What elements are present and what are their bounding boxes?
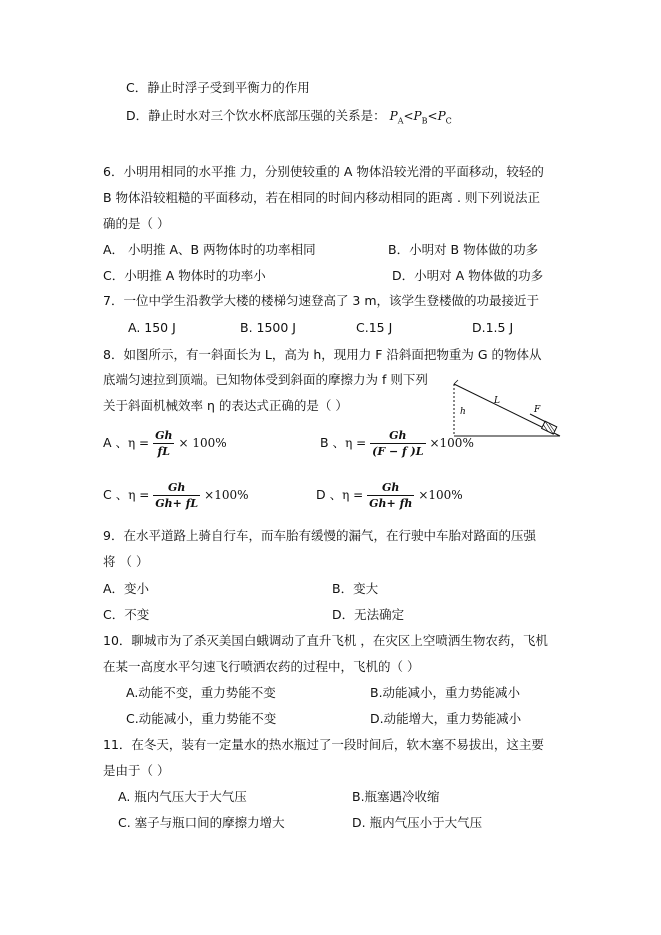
q6-option-b: B．小明对 B 物体做的功多 [388,242,539,257]
q11-option-a: A. 瓶内气压大于大气压 [118,789,247,804]
force-label: F [534,405,541,415]
q6-stem-line2: B 物体沿较粗糙的平面移动，若在相同的时间内移动相同的距离 . 则下列说法正 [103,190,540,205]
q10-stem-line1: 10．聊城市为了杀灭美国白蛾调动了直升飞机 ，在灾区上空喷洒生物农药，飞机 [103,633,548,648]
q10-option-d: D.动能增大，重力势能减小 [370,711,522,726]
q6-option-a: A． 小明推 A、B 两物体时的功率相同 [103,242,316,257]
height-label: h [460,407,466,417]
q8-stem-line1: 8．如图所示，有一斜面长为 L，高为 h，现用力 F 沿斜面把物重为 G 的物体从 [103,347,542,362]
q7-stem: 7．一位中学生沿教学大楼的楼梯匀速登高了 3 m，该学生登楼做的功最接近于 [103,293,540,308]
length-label: L [494,396,500,406]
q11-option-b: B.瓶塞遇冷收缩 [352,789,440,804]
q11-option-c: C. 塞子与瓶口间的摩擦力增大 [118,815,285,830]
q5-option-d [126,108,452,129]
q8-option-c: C 、η = $\frac{Gh}{Gh+ fL}$ ×100% [103,481,249,510]
q6-option-c: C．小明推 A 物体时的功率小 [103,268,266,283]
q11-stem-line1: 11．在冬天，装有一定量水的热水瓶过了一段时间后，软木塞不易拔出，这主要 [103,737,544,752]
q7-option-d: D.1.5 J [472,320,514,335]
force-arrow [530,414,546,422]
q10-option-b: B.动能减小，重力势能减小 [370,685,521,700]
q7-option-c: C.15 J [356,320,393,335]
q8-stem-line3: 关于斜面机械效率 η 的表达式正确的是（ ） [103,398,348,413]
q9-option-a: A．变小 [103,581,150,596]
incline-block [542,421,557,434]
q10-option-c: C.动能减小，重力势能不变 [126,711,277,726]
q10-option-a: A.动能不变，重力势能不变 [126,685,276,700]
q8-option-b: B 、η = $\frac{Gh}{(F - f )L}$ ×100% [320,429,474,458]
q8-option-b-fraction: $\frac{Gh}{(F - f )L}$ [372,429,424,458]
q8-option-d: D 、η = $\frac{Gh}{Gh+ fh}$ ×100% [316,481,463,510]
q10-stem-line2: 在某一高度水平匀速飞行喷洒农药的过程中，飞机的（ ） [103,659,420,674]
q8-stem-line2: 底端匀速拉到顶端。已知物体受到斜面的摩擦力为 f 则下列 [103,372,428,387]
q5-option-c: C．静止时浮子受到平衡力的作用 [126,80,310,95]
q9-stem-line2: 将 （ ） [103,554,149,569]
q8-option-a-fraction: $\frac{Gh}{fL}$ [155,429,173,458]
q9-option-b: B．变大 [332,581,379,596]
incline-top-mark [454,380,458,384]
q11-stem-line2: 是由于（ ） [103,763,170,778]
q9-stem-line1: 9．在水平道路上骑自行车，而车胎有缓慢的漏气，在行驶中车胎对路面的压强 [103,528,536,543]
q9-option-d: D．无法确定 [332,607,405,622]
q8-option-a: A 、η = $\frac{Gh}{fL}$ × 100% [103,429,227,458]
q8-option-d-fraction: $\frac{Gh}{Gh+ fh}$ [369,481,413,510]
q6-option-d: D．小明对 A 物体做的功多 [392,268,544,283]
q9-option-c: C．不变 [103,607,150,622]
q11-option-d: D. 瓶内气压小于大气压 [352,815,483,830]
q6-stem-line1: 6．小明用相同的水平推 力，分别使较重的 A 物体沿较光滑的平面移动，较轻的 [103,164,544,179]
q6-stem-line3: 确的是（ ） [103,216,170,231]
q5-pressure-formula: $P_A<P_B<P_C$ [389,109,452,126]
q7-option-b: B. 1500 J [240,320,296,335]
q8-option-c-fraction: $\frac{Gh}{Gh+ fL}$ [155,481,199,510]
q7-option-a: A. 150 J [128,320,176,335]
q5-option-d-text: D．静止时水对三个饮水杯底部压强的关系是： [126,108,386,123]
